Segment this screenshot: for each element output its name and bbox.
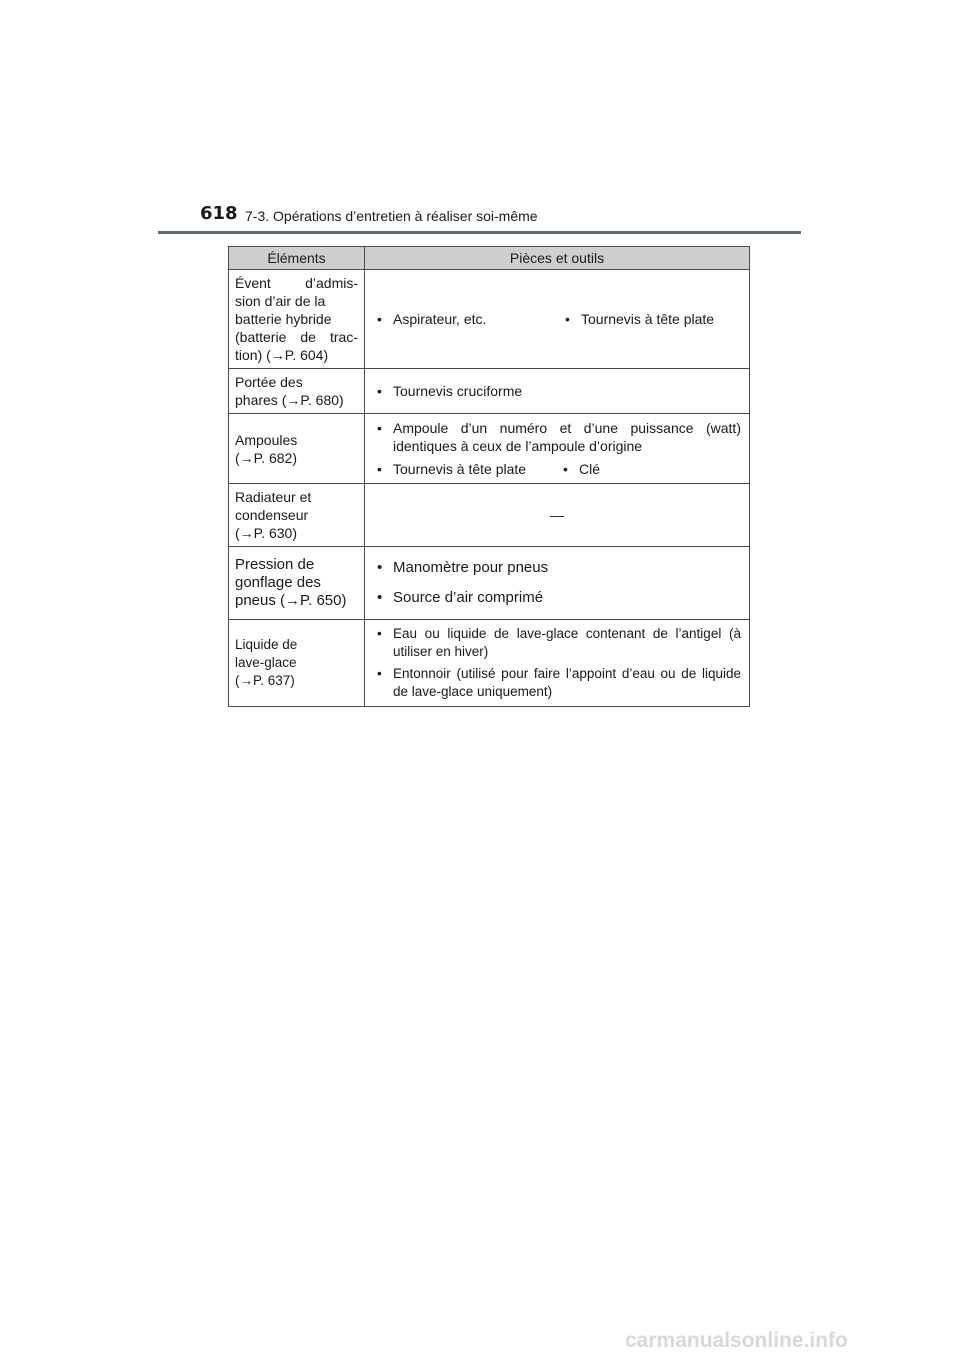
item-cell [229, 369, 365, 414]
item-line: (batterie de trac- [235, 329, 358, 345]
header-rule [158, 231, 801, 234]
table-row [229, 270, 750, 369]
tool-item: • Tournevis à tête plate [561, 310, 714, 328]
tool-item: • Clé [559, 460, 600, 478]
item-line: Pression de [235, 556, 315, 573]
tool-item: • Tournevis cruciforme [373, 382, 741, 400]
item-line: Liquide de [235, 637, 298, 652]
tools-cell [365, 547, 750, 620]
maintenance-table [228, 246, 750, 707]
item-cell [229, 547, 365, 620]
tools-cell [365, 484, 750, 547]
tool-item: • Ampoule d’un numéro et d’une puissance (watt) identiques à ceux de l’ampoule d’origine [373, 419, 741, 455]
column-header-tools: Pièces et outils [365, 247, 750, 270]
item-line: Portée des [235, 374, 303, 390]
column-header-items: Éléments [229, 247, 365, 270]
tool-item: • Aspirateur, etc. [373, 310, 561, 328]
table-row [229, 414, 750, 484]
item-cell [229, 414, 365, 484]
tools-cell [365, 369, 750, 414]
table-header-row [229, 247, 750, 270]
tool-item: • Tournevis à tête plate [373, 460, 559, 478]
tools-cell [365, 620, 750, 707]
watermark: carmanualsonline.info [625, 1329, 848, 1352]
item-line: lave-glace [235, 655, 297, 670]
tool-item: • Source d’air comprimé [373, 589, 741, 607]
item-line: sion d’air de la [235, 293, 326, 309]
item-line: Évent d’admis- [235, 275, 358, 291]
item-cell [229, 620, 365, 707]
table-row [229, 620, 750, 707]
tools-cell [365, 414, 750, 484]
table-row [229, 484, 750, 547]
tools-cell [365, 270, 750, 369]
table-row [229, 369, 750, 414]
item-line: gonflage des [235, 574, 321, 591]
item-line: phares (→P. 680) [235, 392, 344, 408]
tools-pair [373, 459, 741, 479]
item-line: Ampoules [235, 431, 298, 448]
page-number: 618 [200, 203, 238, 224]
item-cell [229, 484, 365, 547]
item-line: (→P. 682) [235, 449, 297, 466]
item-cell [229, 270, 365, 369]
tools-pair [373, 308, 741, 330]
item-line: tion) (→P. 604) [235, 347, 329, 363]
tool-item: • Manomètre pour pneus [373, 559, 741, 577]
item-line: batterie hybride [235, 311, 332, 327]
section-title: 7-3. Opérations d’entretien à réaliser soi-même [245, 208, 538, 224]
item-line: (→P. 630) [235, 525, 297, 541]
empty-dash: — [550, 507, 564, 523]
table-row [229, 547, 750, 620]
tool-item: • Eau ou liquide de lave-glace contenant de l’antigel (à utiliser en hiver) [373, 625, 741, 661]
item-line: Radiateur et [235, 489, 312, 505]
item-line: (→P. 637) [235, 673, 295, 688]
item-line: pneus (→P. 650) [235, 592, 347, 609]
item-line: condenseur [235, 507, 309, 523]
tool-item: • Entonnoir (utilisé pour faire l’appoint d’eau ou de liquide de lave-glace uniquement) [373, 665, 741, 701]
